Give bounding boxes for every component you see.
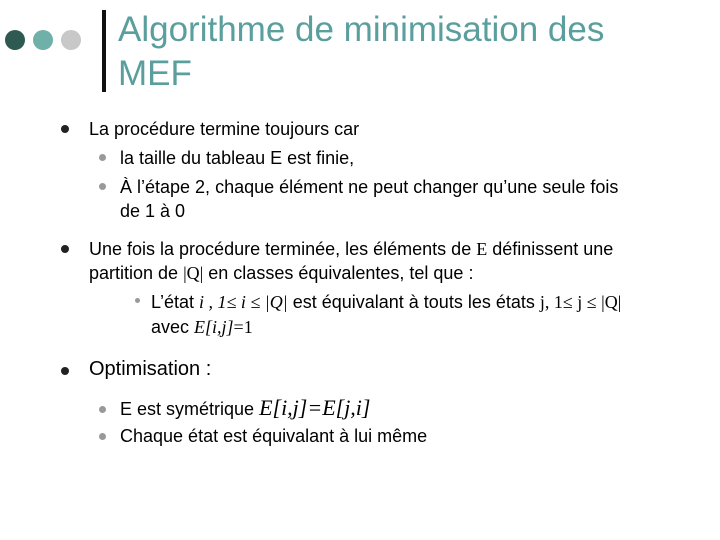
bullet-1-sub-2-marker (99, 183, 106, 190)
b3-s1-formula: E[i,j]=E[j,i] (259, 395, 371, 420)
b2-l2-a: partition de (89, 263, 184, 283)
b2-s-i: i , 1≤ i ≤ |Q| (199, 292, 288, 312)
dot-teal (33, 30, 53, 50)
bullet-3-text: Optimisation : (89, 358, 212, 380)
bullet-2-line-2 (89, 261, 473, 285)
bullet-3-sub-2-text: Chaque état est équivalant à lui même (120, 426, 428, 446)
bullet-2-line-1 (89, 237, 613, 261)
bullet-2-sub-line-1 (151, 290, 621, 314)
title-line-2: MEF (118, 54, 192, 93)
bullet-3-sub-1-text (120, 396, 370, 421)
dot-dark (5, 30, 25, 50)
b2-l1-a: Une fois la procédure terminée, les éléments de (89, 239, 477, 259)
b2-l2-b: en classes équivalentes, tel que : (203, 263, 474, 283)
bullet-1 (61, 125, 69, 133)
b2-s-E: E[i,j] (194, 317, 234, 337)
title-line-1: Algorithme de minimisation des (118, 10, 605, 49)
bullet-1-sub-2-text-cont: de 1 à 0 (120, 201, 186, 221)
b2-l1-b: définissent une (487, 239, 614, 259)
bullet-3 (61, 367, 69, 375)
bullet-1-sub-1-text: la taille du tableau E est finie, (120, 148, 355, 168)
b2-s-avec: avec (151, 317, 195, 337)
dot-gray (61, 30, 81, 50)
bullet-2-sub-marker (135, 298, 140, 303)
bullet-2 (61, 245, 69, 253)
b2-s-eq: =1 (233, 317, 253, 337)
b2-l1-E: E (476, 239, 488, 259)
bullet-1-text: La procédure termine toujours car (89, 119, 360, 139)
b2-s-j: j, 1≤ j ≤ |Q| (539, 292, 622, 312)
bullet-1-sub-2-text: À l’étape 2, chaque élément ne peut changer qu’une seule fois (120, 177, 619, 197)
b2-l2-Q: |Q| (183, 263, 204, 283)
b3-s1-a: E est symétrique (120, 399, 260, 419)
bullet-2-sub-line-2 (151, 315, 253, 339)
slide-title (118, 8, 708, 96)
b2-s-a: L’état (151, 292, 200, 312)
title-divider (102, 10, 106, 92)
bullet-3-sub-1-marker (99, 406, 106, 413)
b2-s-b: est équivalant à touts les états (287, 292, 540, 312)
bullet-3-sub-2-marker (99, 433, 106, 440)
bullet-1-sub-1-marker (99, 154, 106, 161)
